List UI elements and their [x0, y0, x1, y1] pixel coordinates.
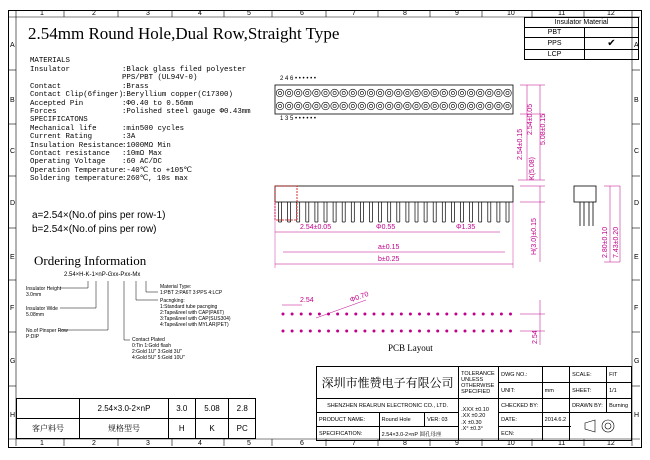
spec-label: Contact Clip(6finger): [30, 91, 124, 100]
pin-hole: [367, 102, 375, 110]
scale-value: FIT: [607, 367, 632, 383]
column-label: 9: [455, 10, 459, 17]
column-label: 3: [146, 10, 150, 17]
spec-value: :Black glass filed polyester: [122, 66, 247, 74]
row-label: C: [10, 148, 16, 155]
pin-hole: [349, 102, 357, 110]
column-label: 6: [300, 440, 304, 447]
pcb-hole: [427, 330, 430, 333]
pin-hole: [376, 102, 384, 110]
top-pin-numbers: 2 4 6 • • • • • •: [280, 76, 316, 82]
row-label: G: [634, 358, 640, 365]
column-label: 10: [507, 10, 515, 17]
ver-field: VER: 03: [425, 413, 459, 427]
pin-hole: [486, 89, 494, 97]
pcb-hole: [454, 313, 457, 316]
spec-value: :min500 cycles: [122, 124, 185, 133]
pcb-hole: [336, 313, 339, 316]
pin-hole: [285, 89, 293, 97]
spec-model-label: 规格型号: [80, 419, 169, 439]
part-spec-value: 2.54×3.0-2×nP: [80, 399, 169, 419]
row-label: D: [10, 200, 16, 207]
dim-2.54-pitch: 2.54±0.05: [527, 103, 534, 135]
ordering-code: 2.54×H-K-1×nP-Gxx-Pxx-Mx: [64, 272, 141, 278]
pcb-hole: [345, 313, 348, 316]
pin-hole: [404, 102, 412, 110]
row-label: A: [10, 42, 15, 49]
pcb-hole: [509, 313, 512, 316]
row-label: B: [634, 97, 639, 104]
insulator-row-name: PBT: [525, 28, 585, 38]
row-label: E: [10, 254, 15, 261]
column-label: 12: [607, 440, 615, 447]
unit-value: mm: [542, 383, 569, 399]
pin-hole: [458, 102, 466, 110]
pcb-hole: [318, 313, 321, 316]
pin-hole: [395, 89, 403, 97]
company-name-en: SHENZHEN REALRUN ELECTRONIC CO., LTD.: [317, 399, 459, 413]
pin-hole: [358, 102, 366, 110]
date-label: DATE:: [499, 413, 543, 427]
pcb-hole: [309, 330, 312, 333]
pin-hole: [467, 102, 475, 110]
dim-b: b±0.25: [378, 256, 400, 263]
pin-hole: [413, 89, 421, 97]
spec-value: :Φ0.40 to 0.56mm: [122, 99, 193, 108]
column-label: 6: [300, 10, 304, 17]
column-label: 1: [40, 440, 44, 447]
pcb-hole: [373, 313, 376, 316]
dim-pin-dia: Φ0.55: [376, 224, 396, 231]
sheet-value: 1/1: [607, 383, 632, 399]
pin-hole: [476, 89, 484, 97]
spec-value: :3A: [122, 133, 136, 142]
pin-hole: [449, 89, 457, 97]
spec-label: Operating Voltage: [30, 158, 106, 167]
projection-symbol-icon: [570, 413, 632, 441]
row-label: B: [10, 97, 15, 104]
row-label: A: [634, 42, 639, 49]
pcb-hole: [363, 313, 366, 316]
pin-hole: [331, 89, 339, 97]
spec-label: Contact: [30, 82, 62, 91]
spec-value: :-40℃ to +105℃: [122, 166, 192, 175]
pin-hole: [376, 89, 384, 97]
column-label: 7: [352, 10, 356, 17]
spec-label: Contact resistance: [30, 150, 110, 158]
pcb-hole: [427, 313, 430, 316]
column-label: 5: [247, 10, 251, 17]
spec-value: :Brass: [122, 82, 149, 91]
column-label: 10: [507, 440, 515, 447]
pcb-hole: [473, 330, 476, 333]
ordering-insulator-wide: Insulator Wide 5.08mm: [26, 306, 58, 318]
pcb-hole: [300, 330, 303, 333]
formula-b: b=2.54×(No.of pins per row): [32, 224, 157, 235]
pcb-hole: [282, 330, 285, 333]
pcb-hole: [491, 330, 494, 333]
bottom-pin-numbers: 1 3 5 • • • • • •: [280, 116, 316, 122]
pin-hole: [431, 102, 439, 110]
pcb-hole: [409, 313, 412, 316]
pcb-hole: [491, 313, 494, 316]
pcb-hole: [391, 313, 394, 316]
company-name-cn: 深圳市惟赞电子有限公司: [317, 367, 459, 399]
part-pc-value: 2.8: [229, 399, 256, 419]
spec-label: Insulator: [30, 66, 70, 74]
pcb-hole: [418, 313, 421, 316]
pin-hole: [458, 89, 466, 97]
spec-value: :260℃, 10s max: [122, 175, 188, 184]
pcb-hole: [345, 330, 348, 333]
pin-hole: [322, 89, 330, 97]
column-label: 11: [558, 10, 566, 17]
pcb-hole: [382, 313, 385, 316]
column-label: 4: [198, 440, 202, 447]
product-value: Round Hole: [379, 413, 424, 427]
pin-hole: [440, 102, 448, 110]
pin-hole: [504, 102, 512, 110]
pcb-hole: [409, 330, 412, 333]
column-label: 12: [607, 10, 615, 17]
pcb-hole: [500, 313, 503, 316]
pcb-layout-label: PCB Layout: [388, 343, 433, 353]
spec-value: PPS/PBT (UL94V-0): [122, 74, 198, 83]
dim-pcb-hole: Φ0.70: [349, 290, 370, 305]
dim-h: H(3.0)±0.15: [531, 218, 538, 255]
pin-hole: [395, 102, 403, 110]
pin-hole: [276, 102, 284, 110]
specifications-heading: SPECIFICATONS: [30, 116, 88, 125]
row-label: H: [10, 412, 16, 419]
pcb-hole: [382, 330, 385, 333]
pcb-hole: [400, 330, 403, 333]
row-label: F: [634, 305, 639, 312]
pcb-hole: [464, 313, 467, 316]
ordering-material: Material Type: 1:PBT 2:PA6T 3:PPS 4:LCP: [160, 284, 223, 296]
cust-part-label: 客户料号: [17, 419, 80, 439]
checked-label: CHECKED BY:: [499, 399, 543, 413]
pc-label: PC: [229, 419, 256, 439]
spec-value: :Polished steel gauge Φ0.43mm: [122, 108, 251, 116]
pin-hole: [294, 102, 302, 110]
pcb-hole: [391, 330, 394, 333]
pcb-hole: [473, 313, 476, 316]
insulator-table-header: Insulator Material: [525, 18, 639, 28]
insulator-row-name: LCP: [525, 50, 585, 60]
pcb-hole: [354, 313, 357, 316]
part-h-value: 3.0: [169, 399, 196, 419]
spec-label: Current Rating: [30, 133, 93, 142]
drawn-label: DRAWN BY:: [570, 399, 607, 413]
pin-hole: [476, 102, 484, 110]
spec-label: Operation Temperature: [30, 166, 124, 175]
k-label: K: [195, 419, 229, 439]
pcb-hole: [436, 313, 439, 316]
pcb-hole: [400, 313, 403, 316]
dim-k: K(5.08): [529, 157, 536, 180]
ecn-label: ECN:: [499, 427, 543, 441]
pcb-hole: [336, 330, 339, 333]
column-label: 3: [146, 440, 150, 447]
column-label: 7: [352, 440, 356, 447]
pin-hole: [404, 89, 412, 97]
date-value: 2014.6.2: [542, 413, 569, 427]
pin-hole: [340, 102, 348, 110]
tolerance-values: .XXX ±0.10 .XX ±0.20 .X ±0.30 .X° ±0.3°: [459, 399, 499, 441]
tolerance-note: TOLERANCE UNLESS OTHERWISE SPECIFIED: [459, 367, 499, 399]
dim-side-pitch: 2.54±0.05: [300, 224, 332, 231]
column-label: 9: [455, 440, 459, 447]
pcb-hole: [436, 330, 439, 333]
pcb-hole: [500, 330, 503, 333]
row-label: E: [634, 254, 639, 261]
title-block: [316, 366, 632, 441]
spec-label: SPECIFICATION:: [317, 427, 380, 441]
pin-hole: [285, 102, 293, 110]
pcb-hole: [373, 330, 376, 333]
row-label: G: [10, 358, 16, 365]
spec-value: :10mΩ Max: [122, 150, 162, 158]
dim-total-height: 7.43±0.20: [613, 226, 620, 258]
column-label: 8: [403, 10, 407, 17]
column-label: 4: [198, 10, 202, 17]
top-view: [275, 85, 545, 180]
pcb-hole: [318, 330, 321, 333]
pin-hole: [504, 89, 512, 97]
part-k-value: 5.08: [195, 399, 229, 419]
pcb-hole: [482, 313, 485, 316]
pin-hole: [467, 89, 475, 97]
unit-label: UNIT:: [499, 383, 543, 399]
pin-hole: [331, 102, 339, 110]
dim-5.08: 5.08±0.15: [540, 113, 547, 145]
check-icon: ✔: [585, 38, 639, 50]
pin-hole: [294, 89, 302, 97]
pcb-hole: [282, 313, 285, 316]
pcb-hole: [445, 313, 448, 316]
h-label: H: [169, 419, 196, 439]
pin-hole: [358, 89, 366, 97]
pin-hole: [495, 102, 503, 110]
pcb-hole: [300, 313, 303, 316]
ordering-packaging: Pacngking: 1:Standard tube pacnging 2:Tape&reel with CAP(PA6T) 3:Tape&reel with CAP(SUS304) 4:Tape&reel with MYLAR(PET): [160, 298, 231, 328]
pin-hole: [313, 89, 321, 97]
ordering-leaders: [60, 281, 158, 340]
pcb-hole: [454, 330, 457, 333]
column-label: 2: [92, 440, 96, 447]
insulator-row-name: PPS: [525, 38, 585, 50]
pin-hole: [349, 89, 357, 97]
pin-hole: [304, 102, 312, 110]
pin-hole: [385, 89, 393, 97]
pin-hole: [340, 89, 348, 97]
product-label: PRODUCT NAME:: [317, 413, 380, 427]
pcb-hole: [291, 313, 294, 316]
pin-hole: [440, 89, 448, 97]
row-label: C: [634, 148, 640, 155]
spec-value: 2.54×3.0-2×nP 圆孔母座: [379, 427, 459, 441]
pin-hole: [449, 102, 457, 110]
pcb-hole: [482, 330, 485, 333]
dim-a: a±0.15: [378, 244, 400, 251]
pin-hole: [276, 89, 284, 97]
ordering-plated: Contact Plated 0:Tin 1:Gold flash 2:Gold 1U" 3:Gold 3U" 4:Gold 5U" 5:Gold 10U": [132, 337, 185, 361]
dim-pc: 2.80±0.10: [602, 226, 609, 258]
pcb-hole: [445, 330, 448, 333]
row-label: D: [634, 200, 640, 207]
column-label: 1: [40, 10, 44, 17]
dim-pcb-row: 2.54: [532, 330, 539, 344]
spec-label: Mechanical life: [30, 124, 97, 133]
drawn-value: Burning: [607, 399, 632, 413]
pin-hole: [367, 89, 375, 97]
pin-hole: [422, 102, 430, 110]
insulator-row-mark: [585, 50, 639, 60]
dwg-no-label: DWG NO.:: [499, 367, 543, 383]
column-label: 11: [558, 440, 566, 447]
scale-label: SCALE:: [570, 367, 607, 383]
spec-value: :Beryllium copper(C17300): [122, 91, 233, 100]
spec-label: Insulation Resistance: [30, 141, 124, 150]
pcb-hole: [354, 330, 357, 333]
drawing-title: 2.54mm Round Hole,Dual Row,Straight Type: [28, 24, 340, 43]
pin-hole: [422, 89, 430, 97]
pcb-hole: [363, 330, 366, 333]
pin-hole: [486, 102, 494, 110]
pin-hole: [313, 102, 321, 110]
pcb-hole: [464, 330, 467, 333]
ordering-pins: No.of Pinsper Row P:DIP: [26, 328, 68, 340]
pcb-hole: [291, 330, 294, 333]
dim-pcb-pitch: 2.54: [300, 297, 314, 304]
pin-hole: [495, 89, 503, 97]
column-label: 8: [403, 440, 407, 447]
part-table: [16, 398, 256, 439]
pcb-hole: [309, 313, 312, 316]
spec-label: Forces: [30, 108, 57, 116]
pin-hole: [385, 102, 393, 110]
row-label: F: [10, 305, 15, 312]
ordering-insulator-height: Insulator Height 3.0mm: [26, 286, 62, 298]
row-label: H: [634, 412, 640, 419]
spec-label: Accepted Pin: [30, 99, 84, 108]
spec-label: Soldering temperature: [30, 175, 124, 184]
dim-2.54-top: 2.54±0.15: [517, 128, 524, 160]
insulator-row-mark: [585, 28, 639, 38]
pin-hole: [304, 89, 312, 97]
pcb-hole: [418, 330, 421, 333]
spec-value: :60 AC/DC: [122, 158, 162, 167]
sheet-label: SHEET:: [570, 383, 607, 399]
pin-hole: [431, 89, 439, 97]
insulator-material-table: [524, 17, 639, 60]
column-label: 5: [247, 440, 251, 447]
spec-value: :1000MΩ Min: [122, 141, 171, 150]
pcb-hole: [327, 330, 330, 333]
materials-heading: MATERIALS: [30, 57, 70, 65]
dim-head-dia: Φ1.35: [456, 224, 476, 231]
formula-a: a=2.54×(No.of pins per row-1): [32, 210, 166, 221]
ordering-title: Ordering Information: [34, 253, 147, 268]
pcb-hole: [509, 330, 512, 333]
pin-hole: [322, 102, 330, 110]
pin-hole: [413, 102, 421, 110]
column-label: 2: [92, 10, 96, 17]
